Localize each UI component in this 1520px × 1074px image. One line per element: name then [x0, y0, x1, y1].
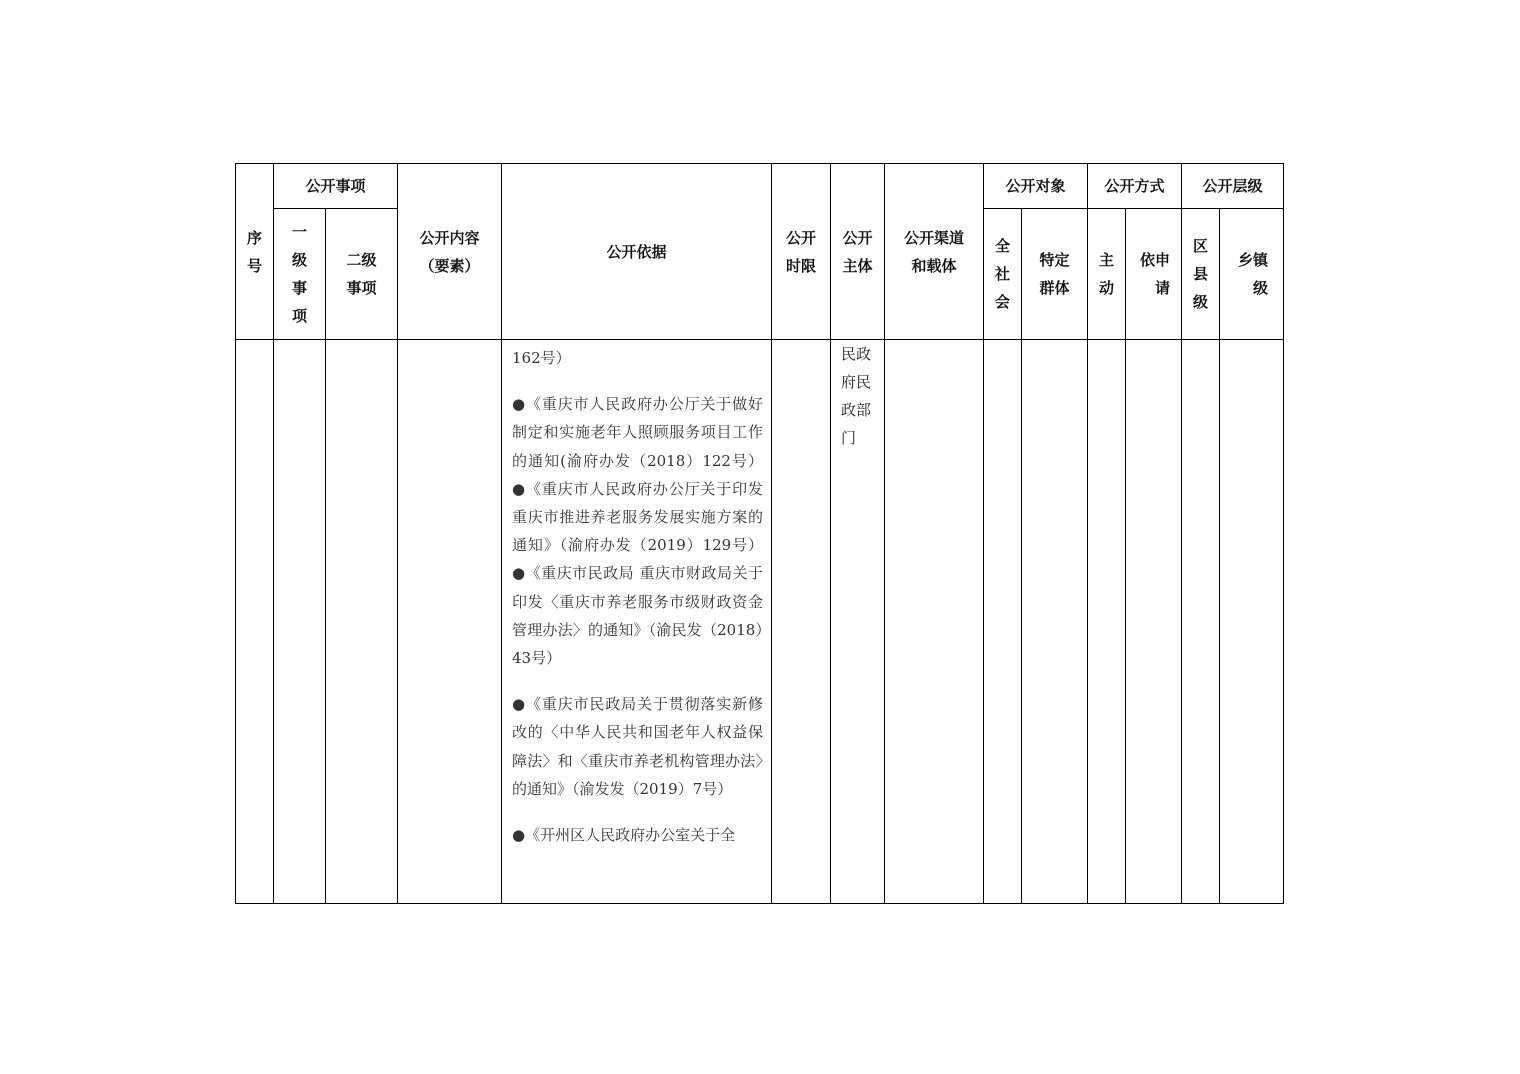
cell-level1 — [274, 340, 326, 904]
cell-level2 — [326, 340, 398, 904]
header-seq: 序号 — [236, 164, 274, 340]
header-audience-group: 公开对象 — [984, 164, 1088, 209]
cell-method-active — [1088, 340, 1126, 904]
cell-subject: 民政府民政部门 — [831, 340, 885, 904]
header-time-limit: 公开时限 — [772, 164, 831, 340]
header-level2: 二级事项 — [326, 209, 398, 340]
disclosure-table — [235, 163, 1284, 904]
basis-paragraph: ●《重庆市民政局关于贯彻落实新修改的〈中华人民共和国老年人权益保障法〉和〈重庆市养老机构管理办法〉的通知》（渝发发（2019）7号） — [512, 695, 764, 798]
header-content: 公开内容（要素） — [398, 164, 502, 340]
header-subject: 公开主体 — [831, 164, 885, 340]
header-row-top — [236, 164, 1284, 209]
header-method-request: 依申请 — [1126, 209, 1182, 340]
cell-level-county — [1182, 340, 1220, 904]
cell-method-request — [1126, 340, 1182, 904]
table-row — [236, 340, 1284, 904]
header-level1: 一级事项 — [274, 209, 326, 340]
basis-paragraph: ●《重庆市人民政府办公厅关于做好制定和实施老年人照顾服务项目工作的通知(渝府办发（2018）122号） ●《重庆市人民政府办公厅关于印发重庆市推进养老服务发展实施方案的通知》（渝府办发（2019）129号） ●《重庆市民政局 重庆市财政局关于印发〈重庆市养老服务市级财政资金管理办法〉的通知》（渝民发（2018）43号） — [512, 395, 764, 668]
header-method-active: 主动 — [1088, 209, 1126, 340]
cell-level-town — [1220, 340, 1284, 904]
header-method-group: 公开方式 — [1088, 164, 1182, 209]
cell-audience-specific — [1022, 340, 1088, 904]
cell-seq — [236, 340, 274, 904]
basis-paragraph: ●《开州区人民政府办公室关于全 — [512, 826, 736, 845]
header-matters-group: 公开事项 — [274, 164, 398, 209]
cell-content — [398, 340, 502, 904]
cell-audience-all — [984, 340, 1022, 904]
header-channel: 公开渠道和载体 — [885, 164, 984, 340]
cell-time-limit — [772, 340, 831, 904]
header-audience-specific: 特定群体 — [1022, 209, 1088, 340]
header-level-county: 区县级 — [1182, 209, 1220, 340]
cell-channel — [885, 340, 984, 904]
header-basis: 公开依据 — [502, 164, 772, 340]
cell-basis — [502, 340, 772, 904]
header-level-town: 乡镇级 — [1220, 209, 1284, 340]
header-audience-all: 全社会 — [984, 209, 1022, 340]
basis-paragraph: 162号） — [512, 349, 571, 367]
header-level-group: 公开层级 — [1182, 164, 1284, 209]
